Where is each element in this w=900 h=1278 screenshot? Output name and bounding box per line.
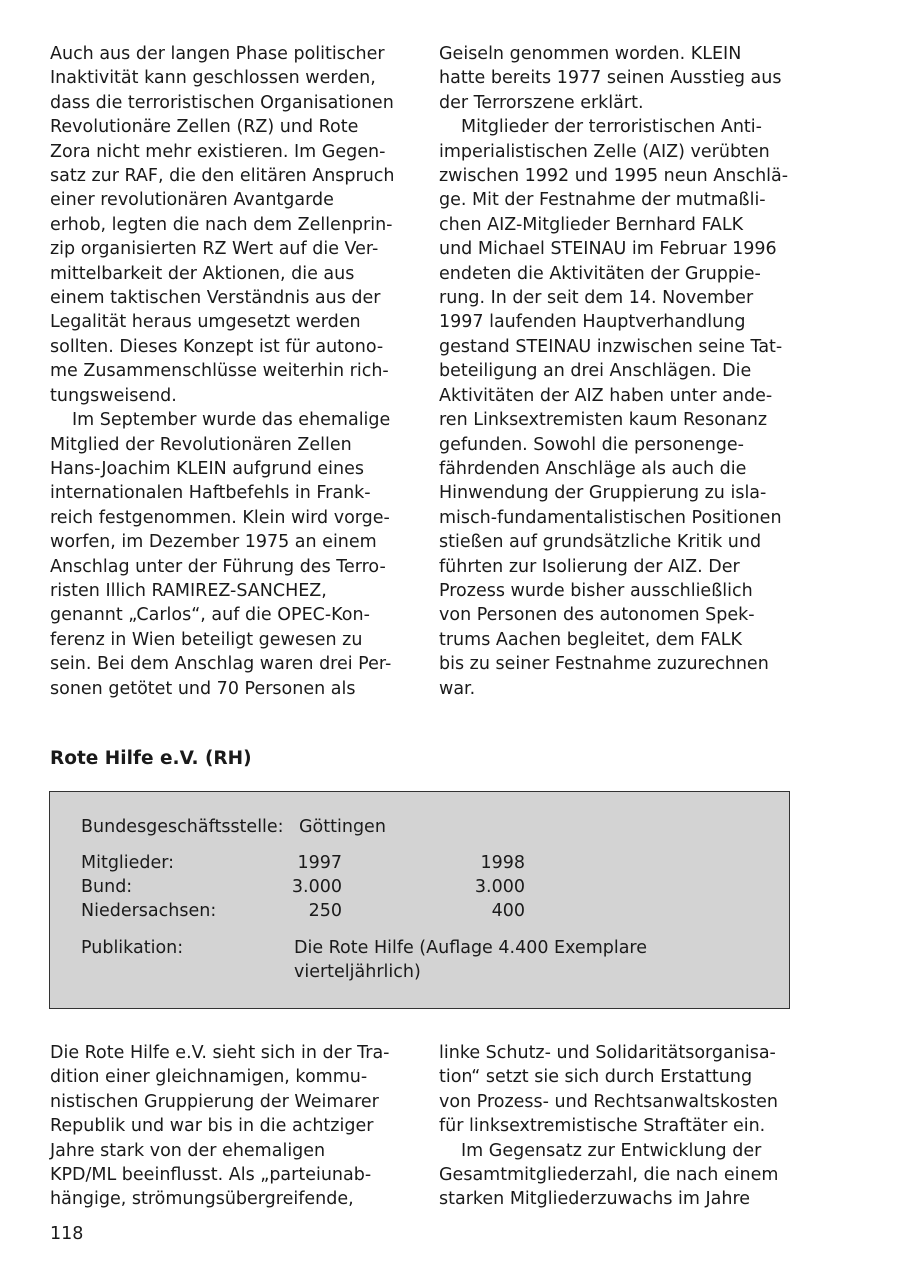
text-line: Mitglieder der terroristischen Anti- <box>461 117 762 138</box>
text-line: Aktivitäten der AIZ haben unter ande- <box>439 385 773 406</box>
year-1997: 1997 <box>297 853 342 873</box>
text-line: dition einer gleichnamigen, kommu- <box>50 1067 368 1088</box>
text-line: sein. Bei dem Anschlag waren drei Per- <box>50 654 392 675</box>
text-line: von Prozess- und Rechtsanwaltskosten <box>439 1091 778 1112</box>
text-line: chen AIZ-Mitglieder Bernhard FALK <box>439 214 744 235</box>
text-line: Revolutionäre Zellen (RZ) und Rote <box>50 117 359 138</box>
state-label: Niedersachsen: <box>81 901 217 921</box>
text-line: zip organisierten RZ Wert auf die Ver- <box>50 239 379 260</box>
bottom-left-column <box>50 1041 390 1212</box>
text-line: sollten. Dieses Konzept ist für autono- <box>50 336 384 357</box>
text-line: stießen auf grundsätzliche Kritik und <box>439 532 762 553</box>
text-line: der Terrorszene erklärt. <box>439 92 644 113</box>
text-line: genannt „Carlos“, auf die OPEC-Kon- <box>50 605 370 626</box>
text-line: hatte bereits 1977 seinen Ausstieg aus <box>439 68 782 89</box>
text-line: einer revolutionären Avantgarde <box>50 190 334 211</box>
text-line: war. <box>439 678 476 699</box>
text-line: reich festgenommen. Klein wird vorge- <box>50 507 390 528</box>
text-line: Anschlag unter der Führung des Terro- <box>50 556 386 577</box>
text-line: hängige, strömungsübergreifende, <box>50 1189 354 1210</box>
text-line: gefunden. Sowohl die personenge- <box>439 434 744 455</box>
text-line: sonen getötet und 70 Personen als <box>50 678 356 699</box>
text-line: tion“ setzt sie sich durch Erstattung <box>439 1067 753 1088</box>
text-line: risten Illich RAMIREZ-SANCHEZ, <box>50 580 327 601</box>
text-line: führten zur Isolierung der AIZ. Der <box>439 556 740 577</box>
text-line: internationalen Haftbefehls in Frank- <box>50 483 371 504</box>
bottom-right-column <box>439 1041 778 1212</box>
office-label: Bundesgeschäftsstelle: <box>81 817 284 837</box>
text-line: rung. In der seit dem 14. November <box>439 288 754 309</box>
text-line: satz zur RAF, die den elitären Anspruch <box>50 166 395 187</box>
text-line: tungsweisend. <box>50 385 177 406</box>
text-line: dass die terroristischen Organisationen <box>50 92 394 113</box>
fact-box <box>49 791 790 1009</box>
federal-1997-value: 3.000 <box>291 877 342 897</box>
text-line: Legalität heraus umgesetzt werden <box>50 312 361 333</box>
text-line: ren Linksextremisten kaum Resonanz <box>439 410 768 431</box>
year-1998: 1998 <box>480 853 525 873</box>
state-1997-value: 250 <box>308 901 342 921</box>
text-line: Republik und war bis in die achtziger <box>50 1116 374 1137</box>
top-left-column <box>50 42 395 701</box>
text-line: trums Aachen begleitet, dem FALK <box>439 629 742 650</box>
text-line: Jahre stark von der ehemaligen <box>50 1140 326 1161</box>
publication-label: Publikation: <box>81 938 184 958</box>
federal-label: Bund: <box>81 877 133 897</box>
text-line: me Zusammenschlüsse weiterhin rich- <box>50 361 389 382</box>
office-value: Göttingen <box>299 817 386 837</box>
federal-1998-value: 3.000 <box>474 877 525 897</box>
text-line: Hans-Joachim KLEIN aufgrund eines <box>50 458 364 479</box>
text-line: einem taktischen Verständnis aus der <box>50 288 381 309</box>
text-line: nistischen Gruppierung der Weimarer <box>50 1091 379 1112</box>
text-line: Im Gegensatz zur Entwicklung der <box>461 1140 762 1161</box>
text-line: 1997 laufenden Hauptverhandlung <box>439 312 746 333</box>
text-line: ferenz in Wien beteiligt gewesen zu <box>50 629 363 650</box>
text-line: Geiseln genommen worden. KLEIN <box>439 44 742 64</box>
text-line: für linksextremistische Straftäter ein. <box>439 1116 766 1137</box>
text-line: Prozess wurde bisher ausschließlich <box>439 580 753 601</box>
top-right-column <box>439 42 788 701</box>
section-heading: Rote Hilfe e.V. (RH) <box>50 748 252 769</box>
text-line: Inaktivität kann geschlossen werden, <box>50 68 376 89</box>
text-line: Mitglied der Revolutionären Zellen <box>50 434 352 455</box>
text-line: beteiligung an drei Anschlägen. Die <box>439 361 752 382</box>
text-line: Hinwendung der Gruppierung zu isla- <box>439 483 767 504</box>
text-line: worfen, im Dezember 1975 an einem <box>50 532 377 553</box>
text-line: zwischen 1992 und 1995 neun Anschlä- <box>439 166 789 187</box>
publication-line-2: vierteljährlich) <box>294 962 421 982</box>
text-line: gestand STEINAU inzwischen seine Tat- <box>439 336 783 357</box>
text-line: Zora nicht mehr existieren. Im Gegen- <box>50 141 386 162</box>
publication-line-1: Die Rote Hilfe (Auflage 4.400 Exemplare <box>294 938 648 958</box>
text-line: von Personen des autonomen Spek- <box>439 605 755 626</box>
text-line: und Michael STEINAU im Februar 1996 <box>439 239 777 260</box>
state-1998-value: 400 <box>491 901 525 921</box>
text-line: imperialistischen Zelle (AIZ) verübten <box>439 141 770 162</box>
text-line: endeten die Aktivitäten der Gruppie- <box>439 263 761 284</box>
text-line: KPD/ML beeinflusst. Als „parteiunab- <box>50 1165 372 1186</box>
members-label: Mitglieder: <box>81 853 175 873</box>
text-line: mittelbarkeit der Aktionen, die aus <box>50 263 355 284</box>
text-line: fährdenden Anschläge als auch die <box>439 458 747 479</box>
text-line: linke Schutz- und Solidaritätsorganisa- <box>439 1043 776 1063</box>
text-line: starken Mitgliederzuwachs im Jahre <box>439 1189 751 1210</box>
text-line: Gesamtmitgliederzahl, die nach einem <box>439 1165 779 1186</box>
page-number: 118 <box>50 1224 84 1244</box>
text-line: Auch aus der langen Phase politischer <box>50 44 385 64</box>
text-line: bis zu seiner Festnahme zuzurechnen <box>439 654 769 675</box>
text-line: erhob, legten die nach dem Zellenprin- <box>50 214 393 235</box>
text-line: Die Rote Hilfe e.V. sieht sich in der Tra- <box>50 1043 390 1063</box>
text-line: Im September wurde das ehemalige <box>72 410 391 431</box>
text-line: misch-fundamentalistischen Positionen <box>439 507 782 528</box>
text-line: ge. Mit der Festnahme der mutmaßli- <box>439 190 766 211</box>
